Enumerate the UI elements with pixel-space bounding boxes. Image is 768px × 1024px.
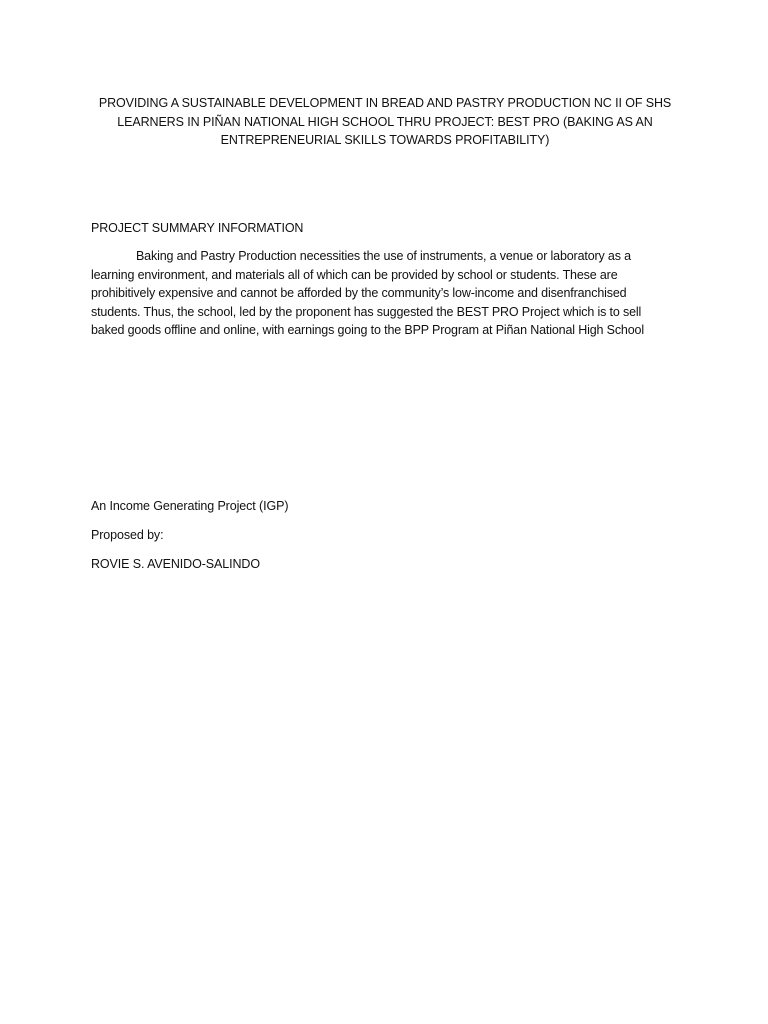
summary-line: students. Thus, the school, led by the proponent has suggested the BEST PRO Project which is to sell [91,304,642,319]
summary-line: learning environment, and materials all of which can be provided by school or students. These are [91,267,618,282]
section-heading: PROJECT SUMMARY INFORMATION [91,221,304,235]
summary-paragraph [91,247,671,340]
proponent-name: ROVIE S. AVENIDO-SALINDO [91,557,260,571]
summary-line: prohibitively expensive and cannot be afforded by the community’s low-income and disenfranchised [91,286,627,301]
document-title [95,94,675,150]
title-line: LEARNERS IN PIÑAN NATIONAL HIGH SCHOOL THRU PROJECT: BEST PRO (BAKING AS AN [117,114,653,129]
project-type: An Income Generating Project (IGP) [91,499,289,513]
proposed-by-label: Proposed by: [91,528,164,542]
title-line: ENTREPRENEURIAL SKILLS TOWARDS PROFITABILITY) [220,133,550,147]
summary-line: baked goods offline and online, with earnings going to the BPP Program at Piñan National High School [91,323,644,338]
title-line: PROVIDING A SUSTAINABLE DEVELOPMENT IN BREAD AND PASTRY PRODUCTION NC II OF SHS [98,96,672,110]
summary-line: Baking and Pastry Production necessities the use of instruments, a venue or laboratory as a [136,249,631,263]
